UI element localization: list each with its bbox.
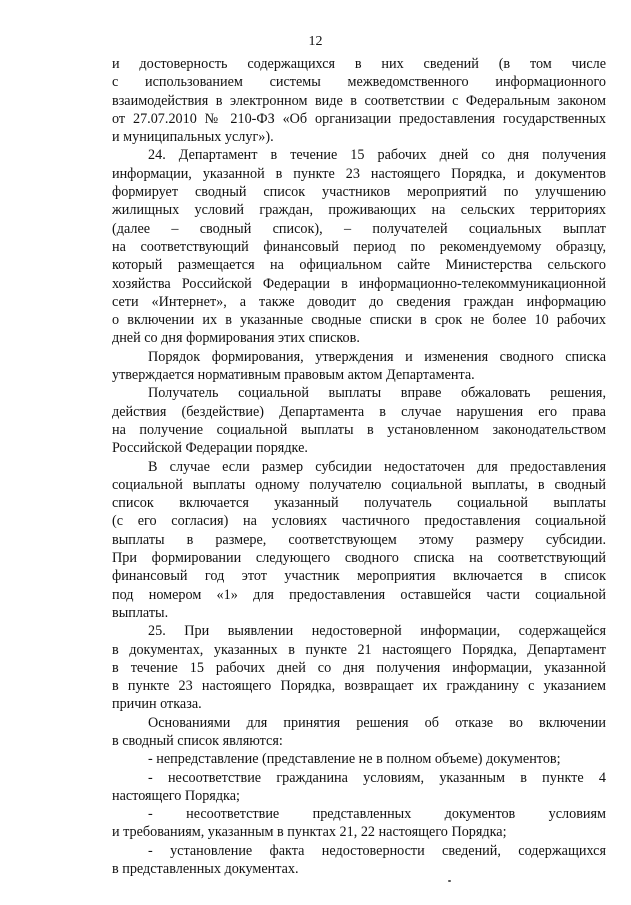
text-line: социальной выплаты одному получателю социальной выплаты, в сводный [112,476,606,493]
text-line: информации, указанной в пункте 23 настоящего Порядка, и документов [112,165,606,182]
text-line: и достоверность содержащихся в них сведений (в том числе [112,56,606,72]
text-line: и требованиям, указанным в пунктах 21, 22 настоящего Порядка; [112,824,507,841]
text-line: 24. Департамент в течение 15 рабочих дней со дня получения [148,147,606,164]
paragraph [112,348,606,385]
text-line: дней со дня формирования этих списков. [112,330,360,347]
text-line: Российской Федерации порядке. [112,440,308,457]
text-line: жилищных условий граждан, проживающих на сельских территориях [112,202,606,219]
paragraph [112,622,606,713]
text-line: В случае если размер субсидии недостаточен для предоставления [148,458,606,475]
paragraph [112,805,606,842]
page-number: 12 [308,34,323,49]
text-line: (далее – сводный список), – получателей социальных выплат [112,220,606,237]
text-line: причин отказа. [112,696,202,713]
text-line: на получение социальной выплаты в установленном законодательством [112,421,606,438]
text-line: формирует сводный список участников мероприятий по улучшению [112,184,606,201]
text-line: о включении их в указанные сводные списки в срок не более 10 рабочих [112,312,606,329]
paragraph [112,769,606,806]
text-line: список включается указанный получатель социальной выплаты [112,495,606,512]
text-line: - непредставление (представление не в полном объеме) документов; [148,751,561,768]
scan-speck [448,880,451,882]
text-line: 25. При выявлении недостоверной информации, содержащейся [148,623,606,640]
text-line: на соответствующий финансовый период по рекомендуемому образцу, [112,238,606,255]
text-line: взаимодействия в электронном виде в соответствии с Федеральным законом [112,92,606,109]
paragraph [112,750,606,768]
text-line: сети «Интернет», а также доводит до сведения граждан информацию [112,293,606,310]
text-line: (с его согласия) на условиях частичного предоставления социальной [112,513,606,530]
text-line: в пункте 23 настоящего Порядка, возвращает их гражданину с указанием [112,678,606,695]
text-line: настоящего Порядка; [112,787,240,804]
text-line: выплаты в размере, соответствующем этому размеру субсидии. [112,531,606,548]
paragraph [112,458,606,623]
text-line: под номером «1» для предоставления оставшейся части социальной [112,586,606,603]
text-line: хозяйства Российской Федерации в информационно-телекоммуникационной [112,275,606,292]
text-line: действия (бездействие) Департамента в случае нарушения его права [112,403,606,420]
text-line: - несоответствие представленных документов условиям [148,806,606,823]
text-line: и муниципальных услуг»). [112,129,274,146]
text-line: финансовый год этот участник мероприятия включается в список [112,568,606,585]
paragraph [112,146,606,347]
text-line: в сводный список являются: [112,732,283,749]
text-line: от 27.07.2010 № 210-ФЗ «Об организации предоставления государственных [112,110,606,127]
text-line: в представленных документах. [112,861,299,878]
document-body [112,55,606,878]
text-line: который размещается на официальном сайте Министерства сельского [112,257,606,274]
text-line: - несоответствие гражданина условиям, указанным в пункте 4 [148,769,606,786]
text-line: в документах, указанных в пункте 21 настоящего Порядка, Департамент [112,641,606,658]
text-line: Порядок формирования, утверждения и изменения сводного списка [148,348,606,365]
paragraph [112,842,606,879]
text-line: в течение 15 рабочих дней со дня получения информации, указанной [112,659,606,676]
text-line: выплаты. [112,604,169,621]
text-line: - установление факта недостоверности сведений, содержащихся [148,842,606,859]
text-line: Получатель социальной выплаты вправе обжаловать решения, [148,385,606,402]
paragraph [112,55,606,146]
text-line: При формировании следующего сводного списка на соответствующий [112,550,606,567]
text-line: с использованием системы межведомственного информационного [112,74,606,91]
paragraph [112,384,606,457]
text-line: Основаниями для принятия решения об отказе во включении [148,714,606,731]
paragraph [112,714,606,751]
text-line: утверждается нормативным правовым актом Департамента. [112,367,475,384]
